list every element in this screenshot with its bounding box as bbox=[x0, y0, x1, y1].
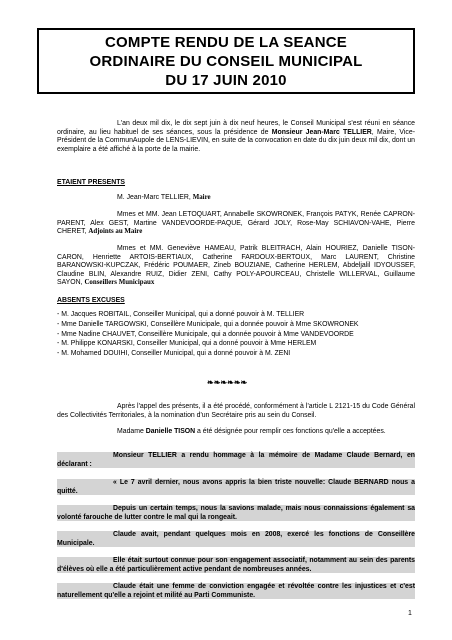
intro-text-2: , Maire, Vice-Président de la CommunAupole de LENS-LIEVIN, en suite de la convocation en date du dix juin deux mil dix, dont un exemplaire a été affiché à la porte de la mairie. bbox=[57, 128, 415, 153]
hommage-paragraph-1 bbox=[57, 452, 415, 468]
conseillers-role: Conseillers Municipaux bbox=[84, 279, 155, 287]
adjoints-role: Adjoints au Maire bbox=[88, 228, 143, 236]
appel-paragraph bbox=[57, 403, 415, 420]
list-item: - M. Jacques ROBITAIL, Conseiller Municipal, qui a donné pouvoir à M. TELLIER bbox=[57, 311, 305, 318]
title-box bbox=[37, 28, 415, 94]
adjoints-names: Mmes et MM. Jean LETOQUART, Annabelle SKOWRONEK, François PATYK, Renée CAPRON-PARENT, Alex GEST, Martine VANDEVOORDE-PAQUE, Gérard JOLY, Rose-May SCHIAVON-VAHE, Pierre CHERET, bbox=[57, 211, 415, 236]
hommage-paragraph-3 bbox=[57, 505, 415, 521]
absents-list bbox=[57, 310, 415, 359]
decorative-separator: ❧❧❧❧❧❧ bbox=[207, 378, 248, 387]
title-line-2: ORDINAIRE DU CONSEIL MUNICIPAL bbox=[89, 52, 363, 70]
list-item: - Mme Danielle TARGOWSKI, Conseillère Municipale, qui a donnée pouvoir à Mme SKOWRONEK bbox=[57, 320, 359, 328]
hommage-paragraph-6 bbox=[57, 583, 415, 599]
title-line-3: DU 17 JUIN 2010 bbox=[165, 71, 287, 89]
secretaire-paragraph bbox=[57, 428, 415, 437]
hommage-text-3: Depuis un certain temps, nous la savions malade, mais nous connaissions également sa volonté farouche de lutter contre le mal qui la rongeait. bbox=[57, 505, 415, 521]
intro-paragraph bbox=[57, 120, 415, 154]
absents-heading: ABSENTS EXCUSES bbox=[57, 297, 125, 304]
appel-text: Après l'appel des présents, il a été procédé, conformément à l'article L 2121-15 du Code Général des Collectivités Territoriales, à la nomination d'un Secrétaire pris au sein du Conseil. bbox=[57, 403, 415, 419]
hommage-paragraph-4 bbox=[57, 531, 415, 547]
secretaire-post: a été désignée pour remplir ces fonctions qu'elle a acceptées. bbox=[195, 428, 386, 435]
hommage-text-5: Elle était surtout connue pour son engagement associatif, notamment au sein des parents d'élèves où elle a été particulièrement active pendant de nombreuses années. bbox=[57, 557, 415, 573]
hommage-paragraph-5 bbox=[57, 557, 415, 573]
list-item: - Mme Nadine CHAUVET, Conseillère Municipale, qui a donnée pouvoir à Mme VANDEVOORDE bbox=[57, 330, 354, 338]
hommage-paragraph-2 bbox=[57, 479, 415, 495]
secretaire-pre: Madame bbox=[117, 428, 146, 435]
title-line-1: COMPTE RENDU DE LA SEANCE bbox=[105, 33, 347, 51]
maire-line bbox=[57, 194, 415, 203]
conseillers-names: Mmes et MM. Geneviève HAMEAU, Patrik BLEITRACH, Alain HOURIEZ, Danielle TISON-CARON, Henriette ARTOIS-BERTIAUX, Catherine FARDOUX-BERTOUX, Marc LAURENT, Christine BARANOWSKI-KUPCZAK, Frédéric POUMAER, Zineb BOUZIANE, Catherine HERLEM, Abdeljalil IDYOUSSEF, Claudine BLIN, Alexandre RUIZ, Didier ZENI, Cathy POLY-APOURCEAU, Christelle WILLERVAL, Guillaume SAYON, bbox=[57, 245, 415, 287]
hommage-text-6: Claude était une femme de conviction engagée et révoltée contre les injustices et c'est naturellement qu'elle a rejoint et milité au Parti Communiste. bbox=[57, 583, 415, 599]
secretaire-name: Danielle TISON bbox=[145, 428, 196, 435]
maire-name: M. Jean-Marc TELLIER, bbox=[117, 194, 193, 201]
hommage-text-1: Monsieur TELLIER a rendu hommage à la mémoire de Madame Claude Bernard, en déclarant : bbox=[57, 452, 415, 468]
page-number: 1 bbox=[408, 610, 412, 617]
list-item: - M. Philippe KONARSKI, Conseiller Municipal, qui a donné pouvoir à Mme HERLEM bbox=[57, 340, 317, 348]
intro-text-1: L'an deux mil dix, le dix sept juin à dix neuf heures, le Conseil Municipal s'est réuni en séance ordinaire, au lieu habituel de ses séances, sous la présidence de bbox=[57, 120, 415, 136]
presents-heading: ETAIENT PRESENTS bbox=[57, 179, 126, 186]
president-name: Monsieur Jean-Marc TELLIER bbox=[271, 128, 372, 136]
list-item: - M. Mohamed DOUIHI, Conseiller Municipal, qui a donné pouvoir à M. ZENI bbox=[57, 350, 291, 358]
conseillers-paragraph bbox=[57, 245, 415, 288]
maire-role: Maire bbox=[192, 194, 211, 201]
adjoints-paragraph bbox=[57, 211, 415, 237]
hommage-text-2: « Le 7 avril dernier, nous avons appris la bien triste nouvelle: Claude BERNARD nous a quitté. bbox=[57, 479, 415, 495]
hommage-text-4: Claude avait, pendant quelques mois en 2008, exercé les fonctions de Conseillère Municipale. bbox=[57, 531, 415, 547]
